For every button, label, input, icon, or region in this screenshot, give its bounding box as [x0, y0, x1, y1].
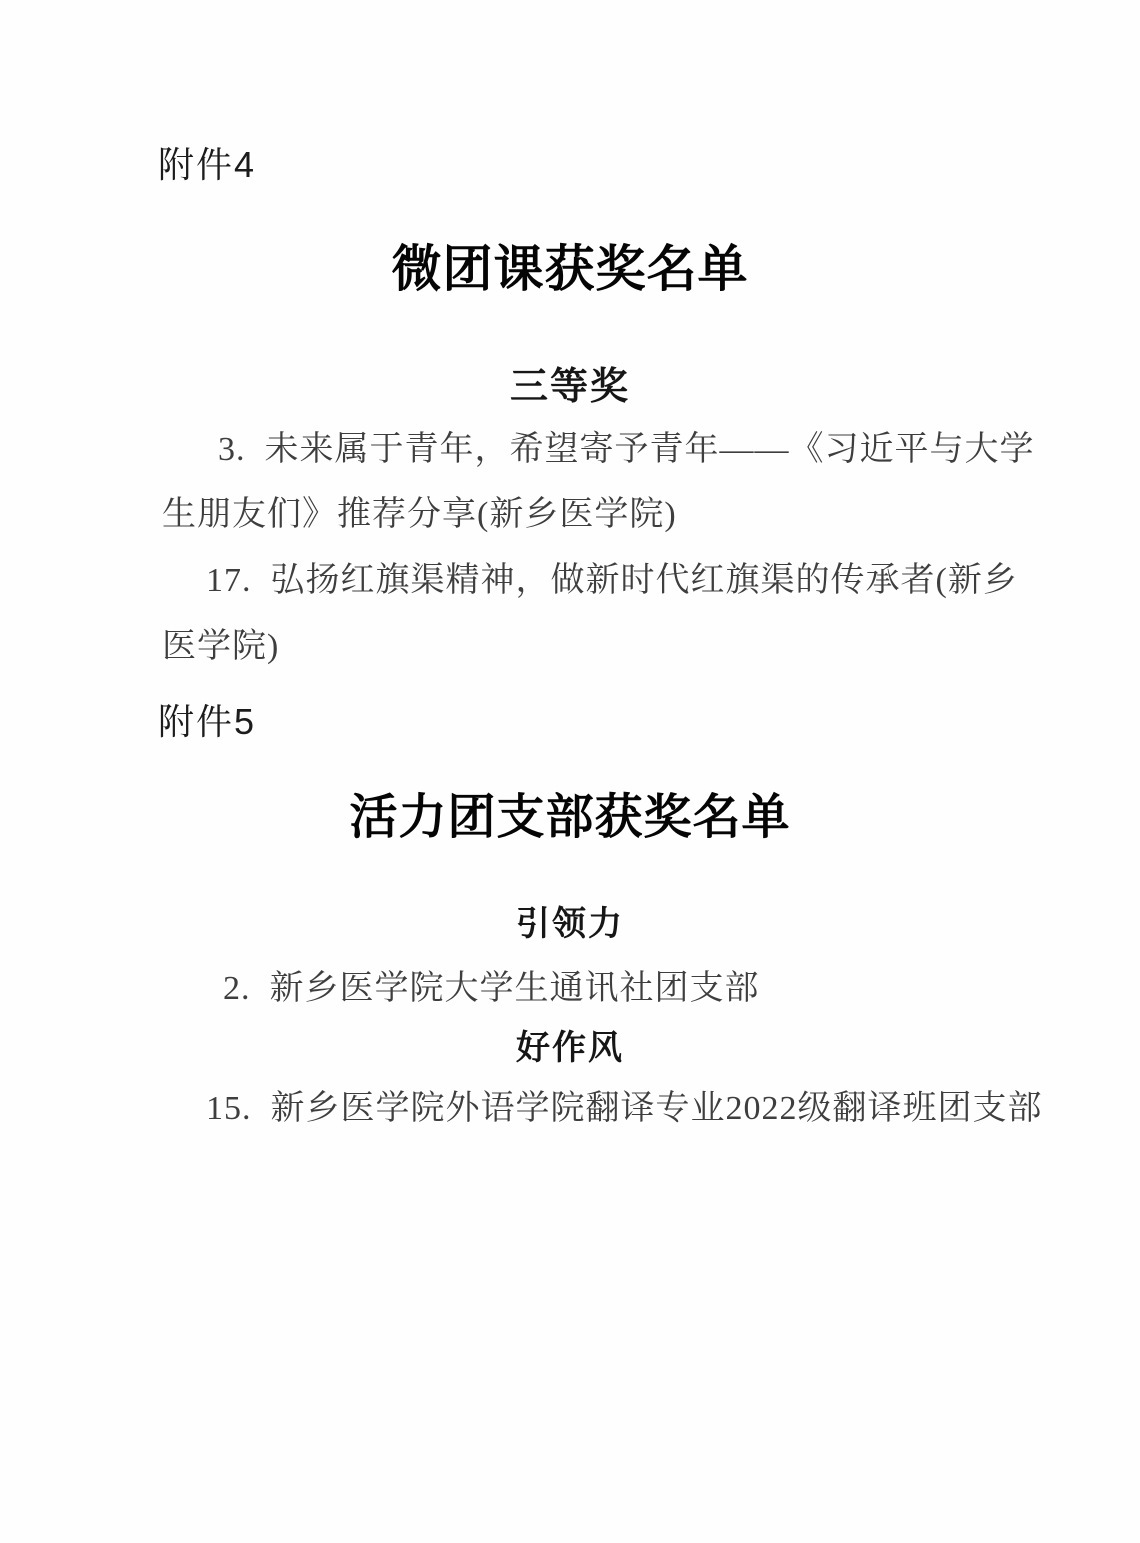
attachment-5-label: 附件5	[158, 701, 257, 742]
entry-line: 15. 新乡医学院外语学院翻译专业2022级翻译班团支部	[206, 1090, 1043, 1127]
attachment-4-title: 微团课获奖名单	[391, 241, 749, 297]
entry-line: 17. 弘扬红旗渠精神，做新时代红旗渠的传承者(新乡	[206, 562, 1018, 599]
category-heading-conduct: 好作风	[516, 1029, 624, 1067]
entry-line: 2. 新乡医学院大学生通讯社团支部	[223, 970, 760, 1007]
award-level-heading: 三等奖	[509, 366, 630, 408]
entry-line: 医学院)	[162, 628, 280, 665]
category-heading-leadership: 引领力	[516, 905, 624, 943]
entry-line: 3. 未来属于青年，希望寄予青年——《习近平与大学	[218, 431, 1035, 468]
entry-line: 生朋友们》推荐分享(新乡医学院)	[162, 496, 677, 533]
attachment-4-label: 附件4	[158, 144, 257, 185]
attachment-5-title: 活力团支部获奖名单	[349, 791, 791, 844]
